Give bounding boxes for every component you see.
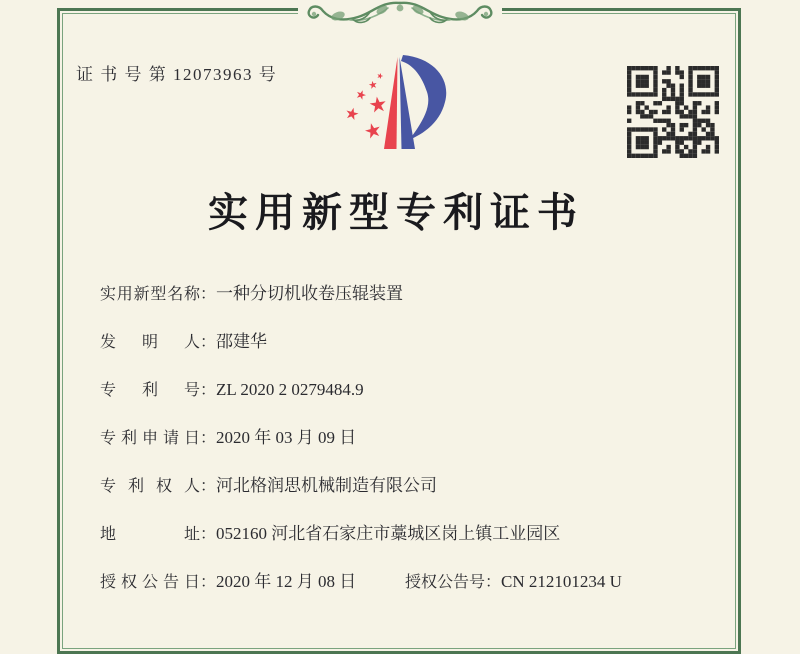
floral-ornament xyxy=(270,0,530,30)
certificate-number: 证 书 号 第 12073963 号 xyxy=(76,65,278,84)
field-label: 专利号 xyxy=(100,382,200,399)
field-label: 专利权人 xyxy=(100,478,200,495)
colon: ： xyxy=(485,574,502,591)
colon: ： xyxy=(200,574,217,591)
field-value: 2020 年 12 月 08 日 xyxy=(216,572,357,591)
field-label: 授权公告号 xyxy=(405,574,486,591)
grant-date xyxy=(100,558,405,606)
field-label: 地址 xyxy=(100,526,200,543)
field-label: 发明人 xyxy=(100,334,200,351)
field-label: 专利申请日 xyxy=(100,430,200,447)
grant-number xyxy=(405,558,622,606)
field-label: 实用新型名称 xyxy=(100,286,200,303)
field-row-invention-name xyxy=(100,270,738,318)
colon: ： xyxy=(200,382,217,399)
colon: ： xyxy=(200,478,217,495)
colon: ： xyxy=(200,334,217,351)
field-row-grant xyxy=(100,558,738,606)
field-row-filing-date xyxy=(100,414,738,462)
qr-code xyxy=(627,66,719,158)
certificate-fields xyxy=(100,270,738,606)
field-row-patent-number xyxy=(100,366,738,414)
field-value: 河北格润思机械制造有限公司 xyxy=(216,476,438,495)
colon: ： xyxy=(200,430,217,447)
field-value: 邵建华 xyxy=(216,332,268,351)
field-value: CN 212101234 U xyxy=(501,572,622,591)
colon: ： xyxy=(200,526,217,543)
colon: ： xyxy=(200,286,217,303)
certificate-title: 实用新型专利证书 xyxy=(208,190,584,235)
field-value: 2020 年 03 月 09 日 xyxy=(216,428,357,447)
field-label: 授权公告日 xyxy=(100,574,200,591)
field-value: 一种分切机收卷压辊装置 xyxy=(216,284,404,303)
field-value: ZL 2020 2 0279484.9 xyxy=(216,380,364,399)
field-value: 052160 河北省石家庄市藁城区岗上镇工业园区 xyxy=(216,524,561,543)
field-row-address xyxy=(100,510,738,558)
field-row-inventor xyxy=(100,318,738,366)
cnipa-patent-logo xyxy=(335,50,470,165)
field-row-patentee xyxy=(100,462,738,510)
